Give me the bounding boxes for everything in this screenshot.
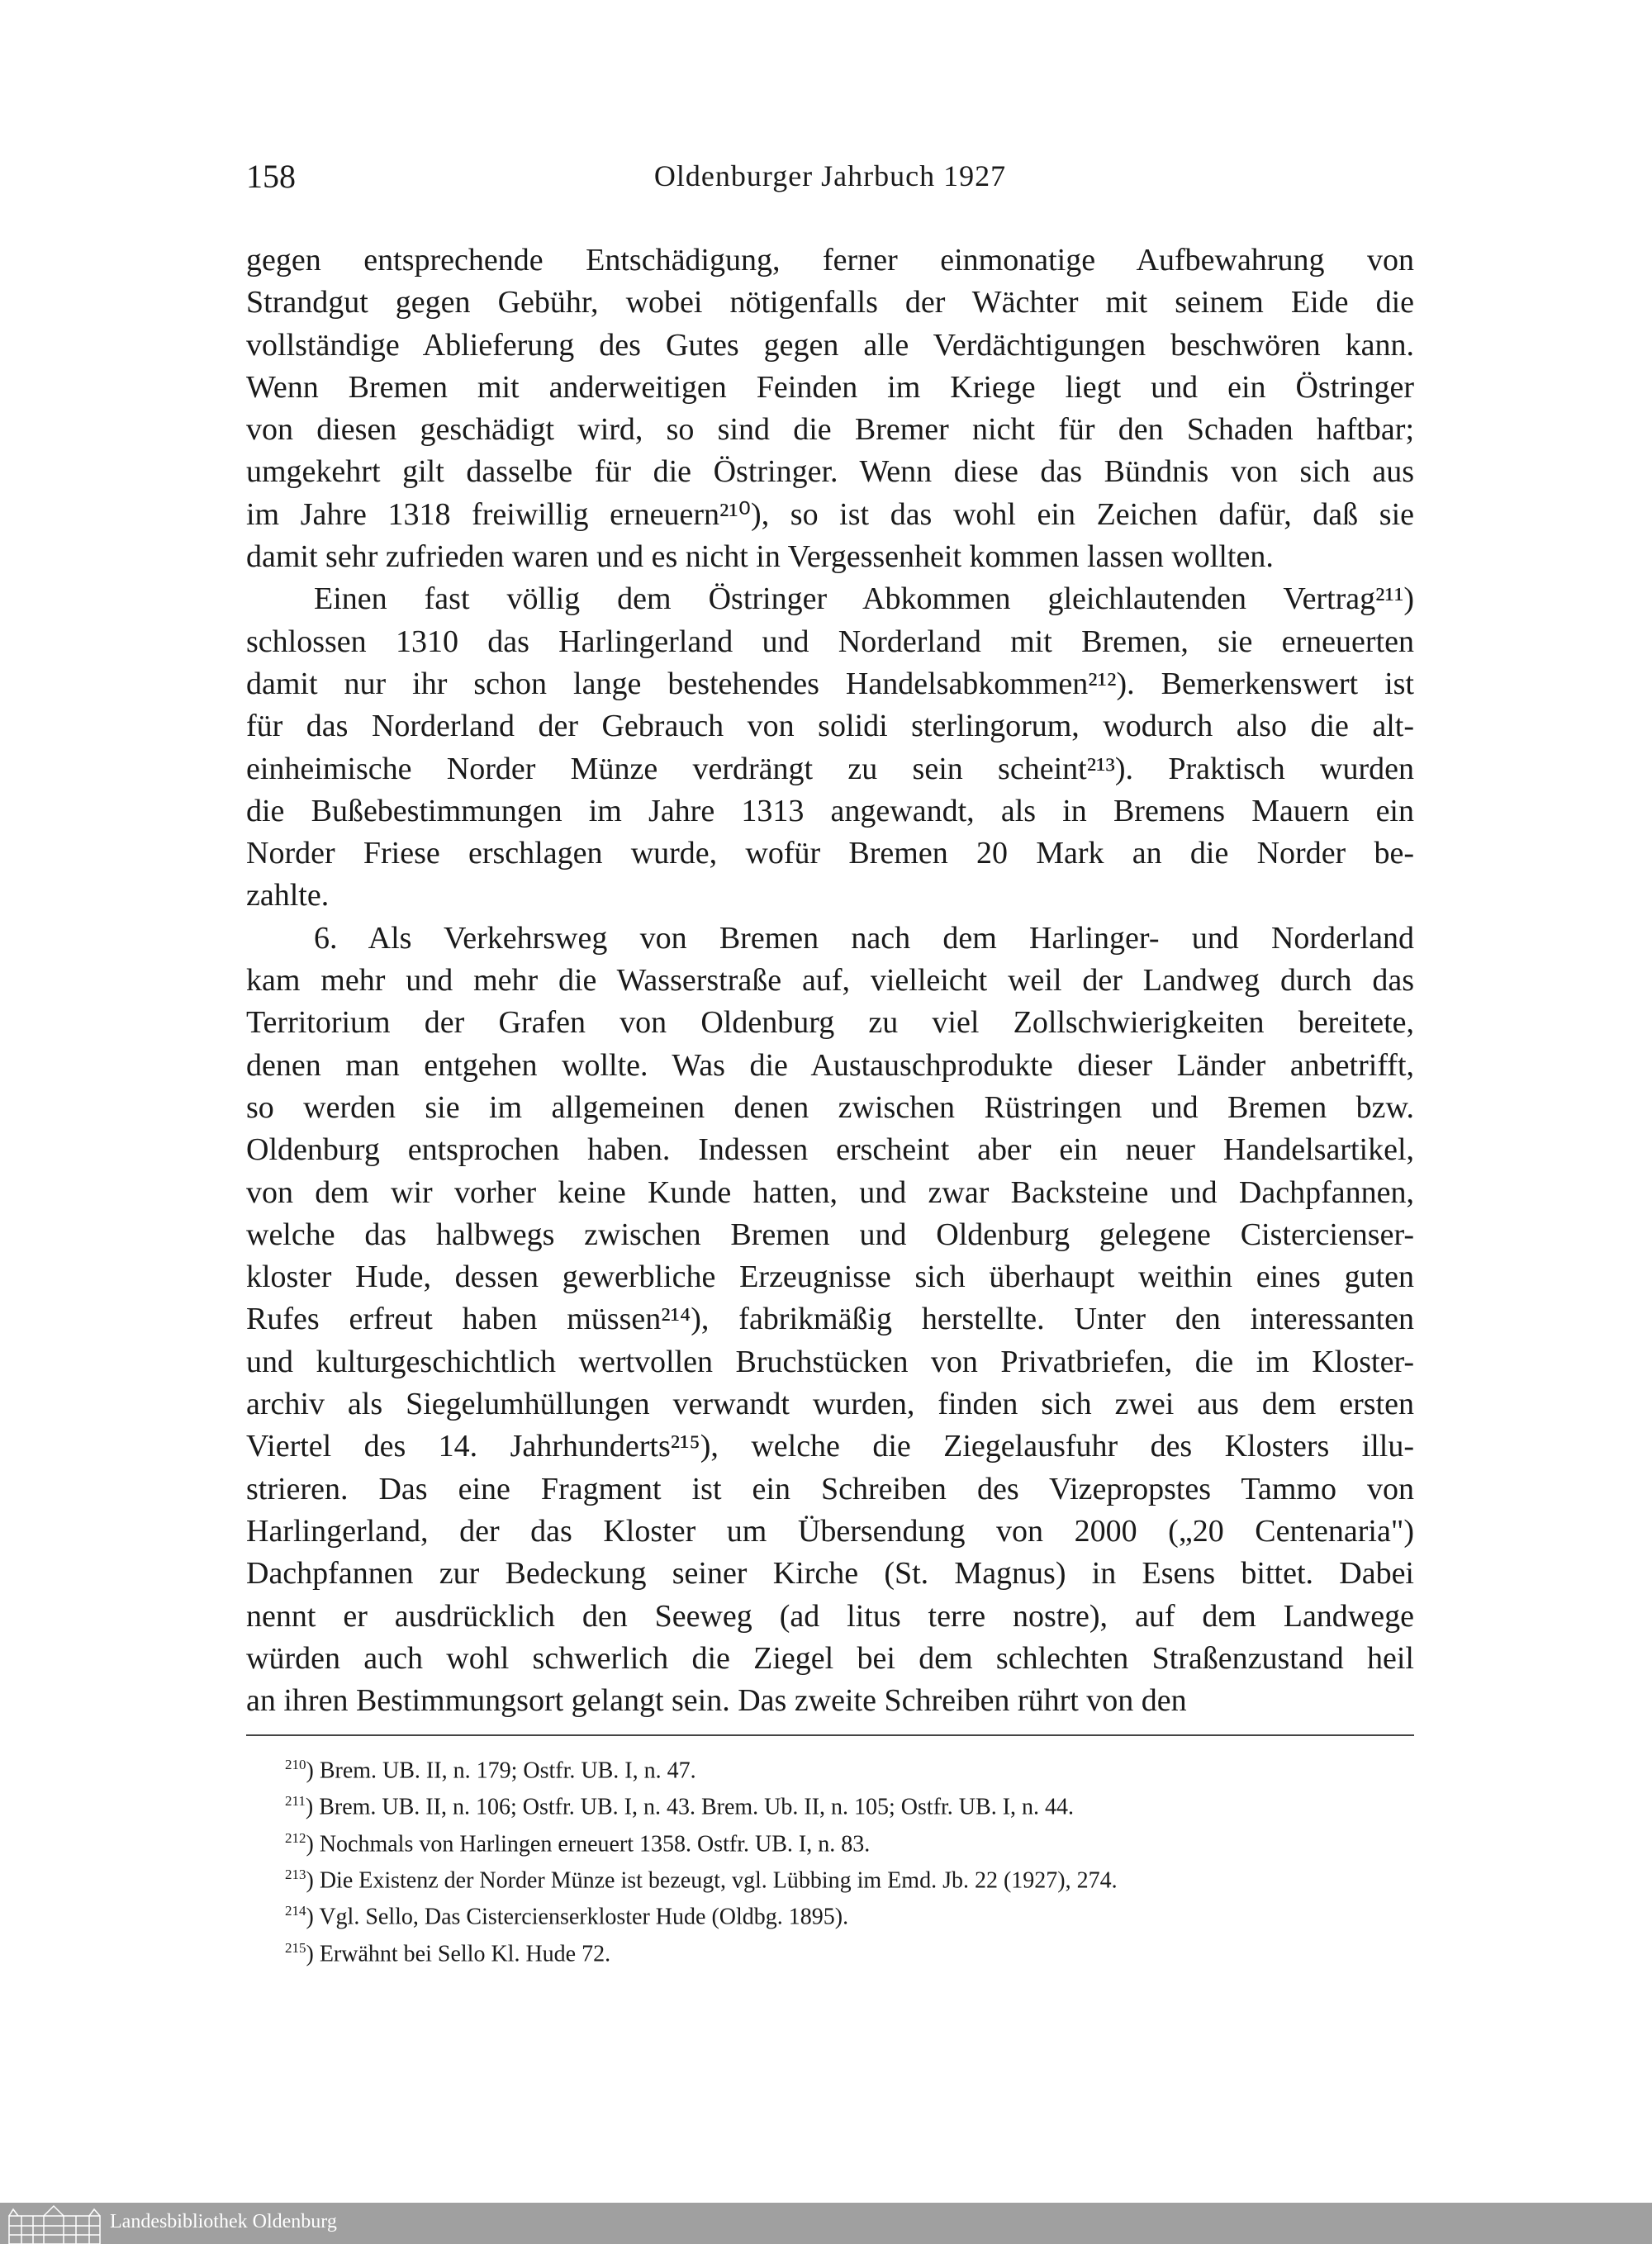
text-line: Viertel des 14. Jahrhunderts²¹⁵), welche die Ziegelausfuhr des Klosters illu-: [246, 1429, 1414, 1464]
page-number: 158: [246, 158, 296, 195]
footnote: [285, 1786, 1414, 1822]
body-text: [246, 240, 1414, 1722]
text-line: im Jahre 1318 freiwillig erneuern²¹⁰), so ist das wohl ein Zeichen dafür, daß sie: [246, 496, 1414, 532]
text-line: Oldenburg entsprochen haben. Indessen erscheint aber ein neuer Handelsartikel,: [246, 1132, 1414, 1168]
footnotes: [285, 1749, 1414, 1969]
footnote: [285, 1823, 1414, 1859]
text-line: Rufes erfreut haben müssen²¹⁴), fabrikmäßig herstellte. Unter den interessanten: [246, 1302, 1414, 1337]
footnote-text: ) Brem. UB. II, n. 106; Ostfr. UB. I, n. 43. Brem. Ub. II, n. 105; Ostfr. UB. I, n. 44.: [305, 1794, 1075, 1820]
text-line: nennt er ausdrücklich den Seeweg (ad litus terre nostre), auf dem Landwege: [246, 1598, 1414, 1634]
footnote: [285, 1895, 1414, 1932]
footnote: [285, 1933, 1414, 1969]
text-line: gegen entsprechende Entschädigung, ferner einmonatige Aufbewahrung von: [246, 243, 1414, 278]
footnote: [285, 1859, 1414, 1895]
footnote-text: ) Die Existenz der Norder Münze ist bezeugt, vgl. Lübbing im Emd. Jb. 22 (1927), 274.: [306, 1867, 1118, 1894]
text-line: damit sehr zufrieden waren und es nicht in Vergessenheit kommen lassen wollten.: [246, 539, 1274, 575]
footnote-number: 212: [285, 1829, 306, 1846]
footnote-text: ) Brem. UB. II, n. 179; Ostfr. UB. I, n. 47.: [306, 1758, 696, 1784]
text-line: welche das halbwegs zwischen Bremen und Oldenburg gelegene Cistercienser-: [246, 1217, 1414, 1252]
library-footer-bar: [0, 2203, 1652, 2244]
text-line: an ihren Bestimmungsort gelangt sein. Das zweite Schreiben rührt von den: [246, 1683, 1187, 1719]
text-line: von dem wir vorher keine Kunde hatten, und zwar Backsteine und Dachpfannen,: [246, 1174, 1414, 1210]
running-title: Oldenburger Jahrbuch 1927: [653, 159, 1007, 192]
text-line: 6. Als Verkehrsweg von Bremen nach dem Harlinger- und Norderland: [314, 920, 1414, 956]
text-line: vollständige Ablieferung des Gutes gegen alle Verdächtigungen beschwören kann.: [246, 327, 1414, 363]
text-line: damit nur ihr schon lange bestehendes Handelsabkommen²¹²). Bemerkenswert ist: [246, 666, 1414, 701]
text-line: denen man entgehen wollte. Was die Austauschprodukte dieser Länder anbetrifft,: [246, 1047, 1414, 1083]
text-line: Einen fast völlig dem Östringer Abkommen gleichlautenden Vertrag²¹¹): [314, 581, 1414, 617]
text-line: Norder Friese erschlagen wurde, wofür Bremen 20 Mark an die Norder be-: [246, 836, 1414, 871]
library-name: Landesbibliothek Oldenburg: [110, 2211, 337, 2232]
text-line: für das Norderland der Gebrauch von solidi sterlingorum, wodurch also die alt-: [246, 709, 1414, 744]
text-line: und kulturgeschichtlich wertvollen Bruchstücken von Privatbriefen, die im Kloster-: [246, 1344, 1414, 1379]
footnote-text: ) Erwähnt bei Sello Kl. Hude 72.: [306, 1940, 611, 1966]
text-line: kloster Hude, dessen gewerbliche Erzeugnisse sich überhaupt weithin eines guten: [246, 1260, 1414, 1295]
text-line: einheimische Norder Münze verdrängt zu sein scheint²¹³). Praktisch wurden: [246, 751, 1414, 786]
footnote-number: 210: [285, 1757, 306, 1772]
footnote-number: 215: [285, 1939, 306, 1956]
text-line: Strandgut gegen Gebühr, wobei nötigenfalls der Wächter mit seinem Eide die: [246, 285, 1414, 320]
text-line: kam mehr und mehr die Wasserstraße auf, vielleicht weil der Landweg durch das: [246, 963, 1414, 999]
text-line: Harlingerland, der das Kloster um Übersendung von 2000 („20 Centenaria"): [246, 1513, 1414, 1549]
text-line: so werden sie im allgemeinen denen zwischen Rüstringen und Bremen bzw.: [246, 1089, 1414, 1125]
text-line: zahlte.: [246, 878, 330, 913]
footnote-number: 214: [285, 1903, 306, 1919]
footnote-number: 211: [285, 1793, 306, 1810]
text-line: Wenn Bremen mit anderweitigen Feinden im Kriege liegt und ein Östringer: [246, 369, 1414, 405]
text-line: die Bußebestimmungen im Jahre 1313 angewandt, als in Bremens Mauern ein: [246, 793, 1414, 828]
text-line: schlossen 1310 das Harlingerland und Norderland mit Bremen, sie erneuerten: [246, 624, 1414, 659]
text-line: Territorium der Grafen von Oldenburg zu viel Zollschwierigkeiten bereitete,: [246, 1005, 1414, 1041]
text-line: archiv als Siegelumhüllungen verwandt wurden, finden sich zwei aus dem ersten: [246, 1387, 1414, 1422]
footnote: [285, 1749, 1414, 1786]
page-header: [246, 157, 1414, 198]
text-line: strieren. Das eine Fragment ist ein Schreiben des Vizepropstes Tammo von: [246, 1471, 1414, 1506]
text-line: umgekehrt gilt dasselbe für die Östringer. Wenn diese das Bündnis von sich aus: [246, 454, 1414, 490]
footnote-divider: [246, 1734, 1414, 1736]
footnote-text: ) Vgl. Sello, Das Cistercienserkloster Hude (Oldbg. 1895).: [306, 1904, 849, 1930]
footnote-text: ) Nochmals von Harlingen erneuert 1358. Ostfr. UB. I, n. 83.: [306, 1830, 871, 1857]
text-line: würden auch wohl schwerlich die Ziegel bei dem schlechten Straßenzustand heil: [246, 1640, 1414, 1676]
text-line: von diesen geschädigt wird, so sind die Bremer nicht für den Schaden haftbar;: [246, 412, 1414, 448]
library-building-logo-icon: [7, 2204, 102, 2244]
footnote-number: 213: [285, 1866, 306, 1882]
text-line: Dachpfannen zur Bedeckung seiner Kirche (St. Magnus) in Esens bittet. Dabei: [246, 1556, 1414, 1592]
